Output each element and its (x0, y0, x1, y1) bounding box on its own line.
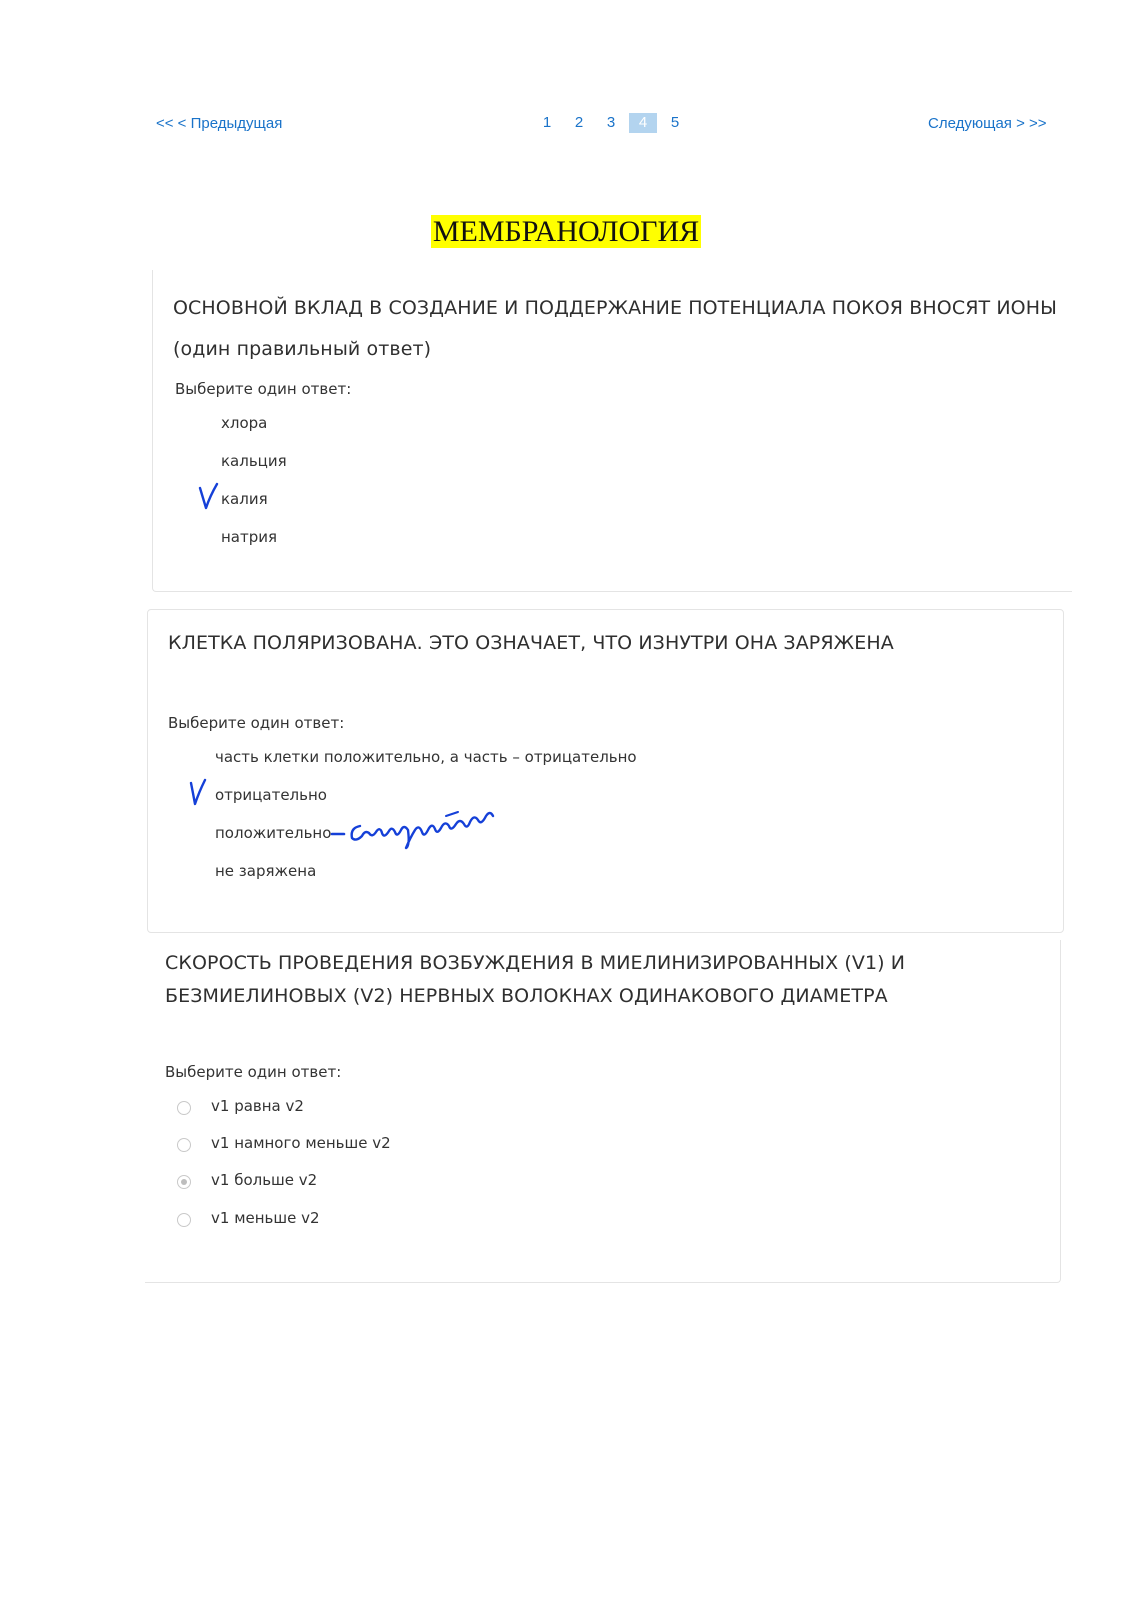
question-1-title-line1: ОСНОВНОЙ ВКЛАД В СОЗДАНИЕ И ПОДДЕРЖАНИЕ ПОТЕНЦИАЛА ПОКОЯ ВНОСЯТ ИОНЫ (173, 297, 1057, 319)
question-3-radio-4[interactable] (177, 1213, 191, 1227)
question-3-option-1[interactable]: v1 равна v2 (211, 1097, 304, 1115)
question-1-option-2[interactable]: кальция (221, 452, 287, 470)
question-card-1 (152, 270, 1072, 592)
page-1-link[interactable]: 1 (542, 114, 552, 131)
question-1-option-1[interactable]: хлора (221, 414, 268, 432)
handwritten-check-icon (197, 482, 221, 512)
question-3-prompt: Выберите один ответ: (165, 1063, 342, 1081)
handwritten-check-icon (188, 778, 212, 808)
question-card-3 (145, 940, 1061, 1283)
question-3-radio-1[interactable] (177, 1101, 191, 1115)
question-2-prompt: Выберите один ответ: (168, 714, 345, 732)
question-3-title-line1: СКОРОСТЬ ПРОВЕДЕНИЯ ВОЗБУЖДЕНИЯ В МИЕЛИНИЗИРОВАННЫХ (V1) И (165, 952, 906, 974)
question-3-option-2[interactable]: v1 намного меньше v2 (211, 1134, 391, 1152)
page-2-link[interactable]: 2 (574, 114, 584, 131)
question-3-title-line2: БЕЗМИЕЛИНОВЫХ (V2) НЕРВНЫХ ВОЛОКНАХ ОДИНАКОВОГО ДИАМЕТРА (165, 985, 888, 1007)
question-1-option-4[interactable]: натрия (221, 528, 278, 546)
pagination (0, 113, 1132, 135)
section-title-text: МЕМБРАНОЛОГИЯ (432, 215, 700, 248)
question-2-option-2[interactable]: отрицательно (215, 786, 327, 804)
prev-page-link[interactable]: << < Предыдущая (156, 115, 283, 132)
page-4-current: 4 (629, 113, 657, 133)
question-2-option-4[interactable]: не заряжена (215, 862, 317, 880)
page-5-link[interactable]: 5 (670, 114, 680, 131)
question-1-title-line2: (один правильный ответ) (173, 338, 432, 360)
question-3-option-3[interactable]: v1 больше v2 (211, 1171, 318, 1189)
question-card-2 (147, 609, 1064, 933)
section-title (0, 214, 1132, 250)
handwritten-scribble-icon (328, 802, 508, 852)
page-numbers (533, 113, 693, 133)
question-3-radio-3[interactable] (177, 1175, 191, 1189)
question-2-option-3[interactable]: положительно (215, 824, 332, 842)
question-1-prompt: Выберите один ответ: (175, 380, 352, 398)
question-3-radio-2[interactable] (177, 1138, 191, 1152)
question-2-title-line1: КЛЕТКА ПОЛЯРИЗОВАНА. ЭТО ОЗНАЧАЕТ, ЧТО ИЗНУТРИ ОНА ЗАРЯЖЕНА (168, 632, 894, 654)
next-page-link[interactable]: Следующая > >> (928, 115, 1047, 132)
page-3-link[interactable]: 3 (606, 114, 616, 131)
question-1-option-3[interactable]: калия (221, 490, 268, 508)
question-3-option-4[interactable]: v1 меньше v2 (211, 1209, 320, 1227)
question-2-option-1[interactable]: часть клетки положительно, а часть – отрицательно (215, 748, 637, 766)
